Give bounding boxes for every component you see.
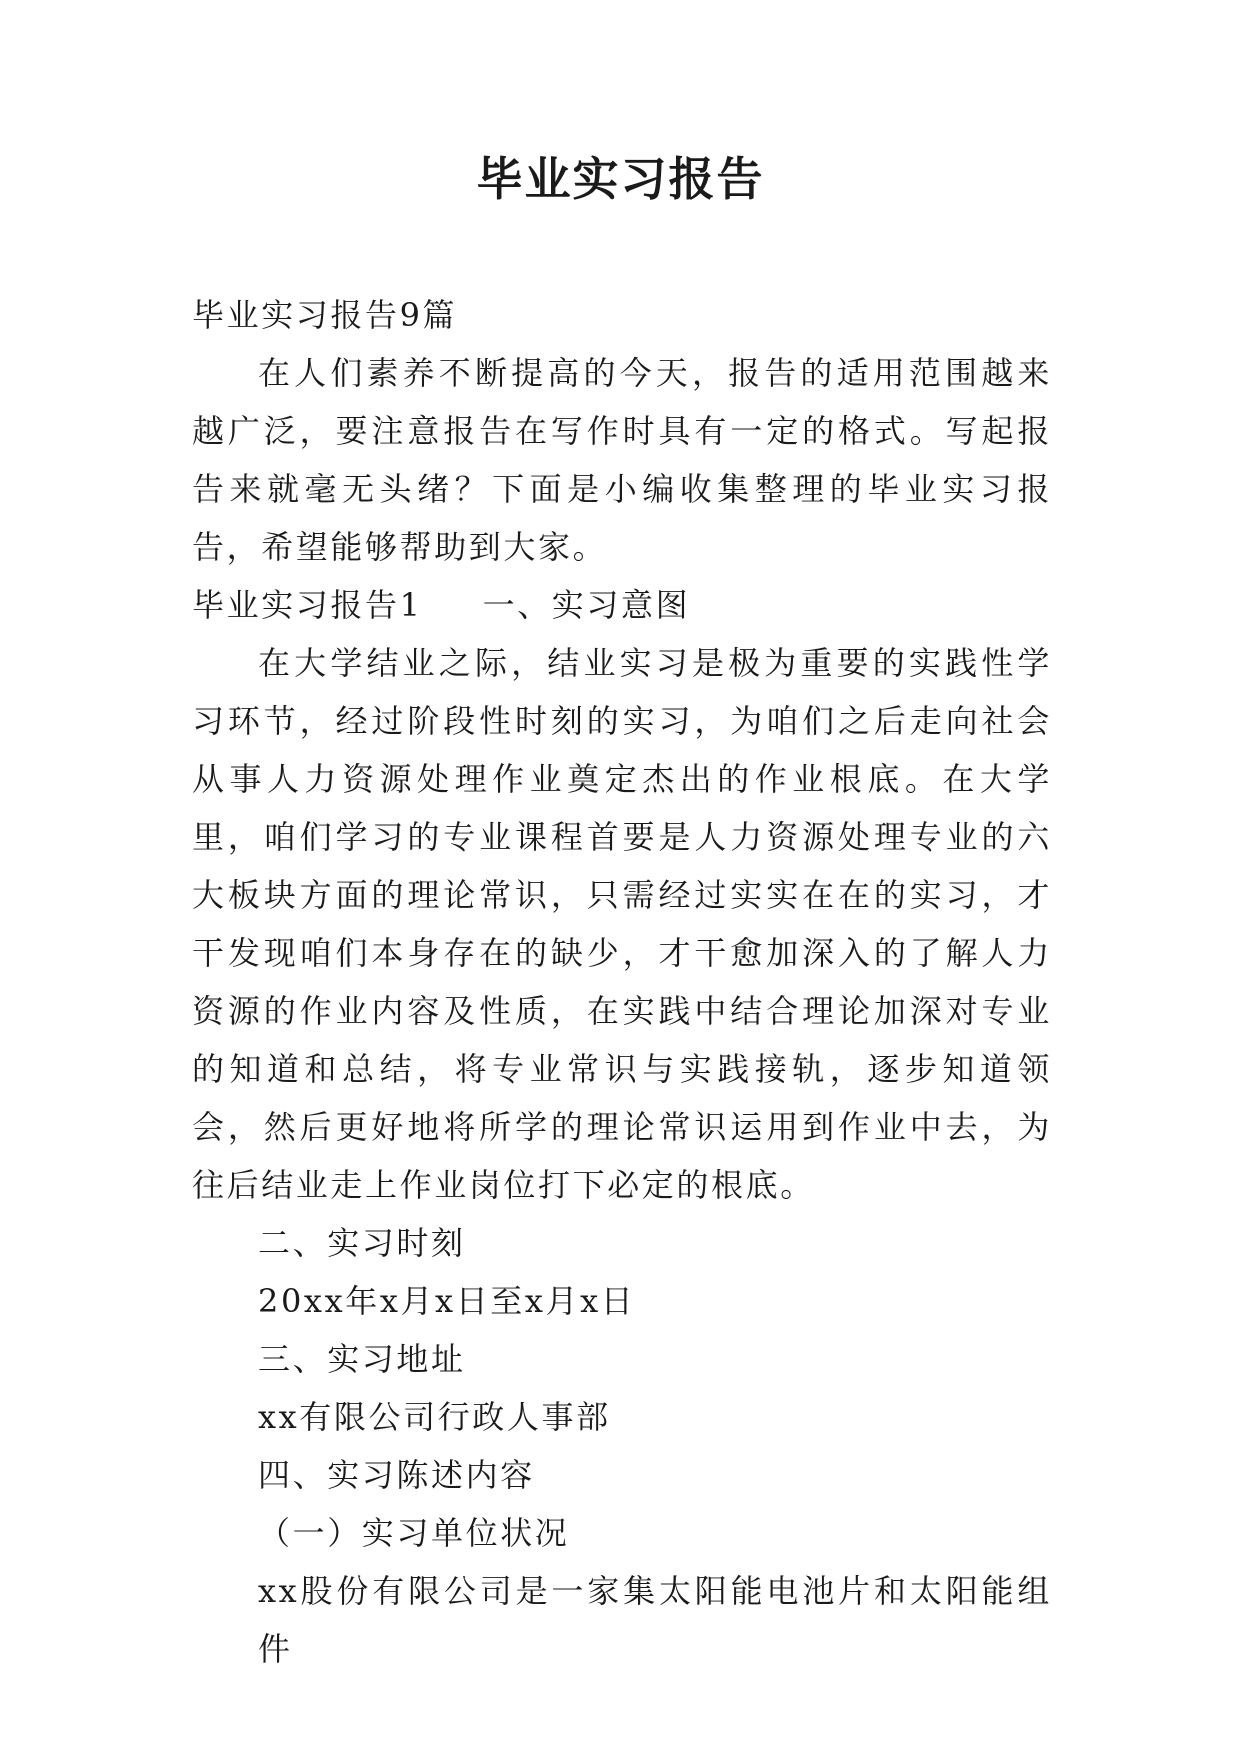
section-1-heading-line xyxy=(192,576,1052,634)
purpose-paragraph: 在大学结业之际，结业实习是极为重要的实践性学习环节，经过阶段性时刻的实习，为咱们之后走向社会从事人力资源处理作业奠定杰出的作业根底。在大学里，咱们学习的专业课程首要是人力资源处理专业的六大板块方面的理论常识，只需经过实实在在的实习，才干发现咱们本身存在的缺少，才干愈加深入的了解人力资源的作业内容及性质，在实践中结合理论加深对专业的知道和总结，将专业常识与实践接轨，逐步知道领会，然后更好地将所学的理论常识运用到作业中去，为往后结业走上作业岗位打下必定的根底。 xyxy=(192,644,1052,1204)
document-subtitle: 毕业实习报告9篇 xyxy=(192,296,458,334)
time-value: 20xx年x月x日至x月x日 xyxy=(258,1282,636,1320)
time-heading: 二、实习时刻 xyxy=(258,1224,466,1262)
purpose-heading: 一、实习意图 xyxy=(482,586,691,624)
content-heading: 四、实习陈述内容 xyxy=(258,1456,535,1494)
document-body xyxy=(192,286,1052,1678)
intro-paragraph: 在人们素养不断提高的今天，报告的适用范围越来越广泛，要注意报告在写作时具有一定的格式。写起报告来就毫无头绪？下面是小编收集整理的毕业实习报告，希望能够帮助到大家。 xyxy=(192,354,1052,566)
location-heading: 三、实习地址 xyxy=(258,1340,466,1378)
company-paragraph: xx股份有限公司是一家集太阳能电池片和太阳能组件 xyxy=(258,1572,1052,1668)
location-value: xx有限公司行政人事部 xyxy=(258,1398,611,1436)
section-1-label: 毕业实习报告1 xyxy=(192,586,423,624)
company-status-subheading: （一）实习单位状况 xyxy=(258,1514,570,1552)
document-title: 毕业实习报告 xyxy=(476,152,765,206)
